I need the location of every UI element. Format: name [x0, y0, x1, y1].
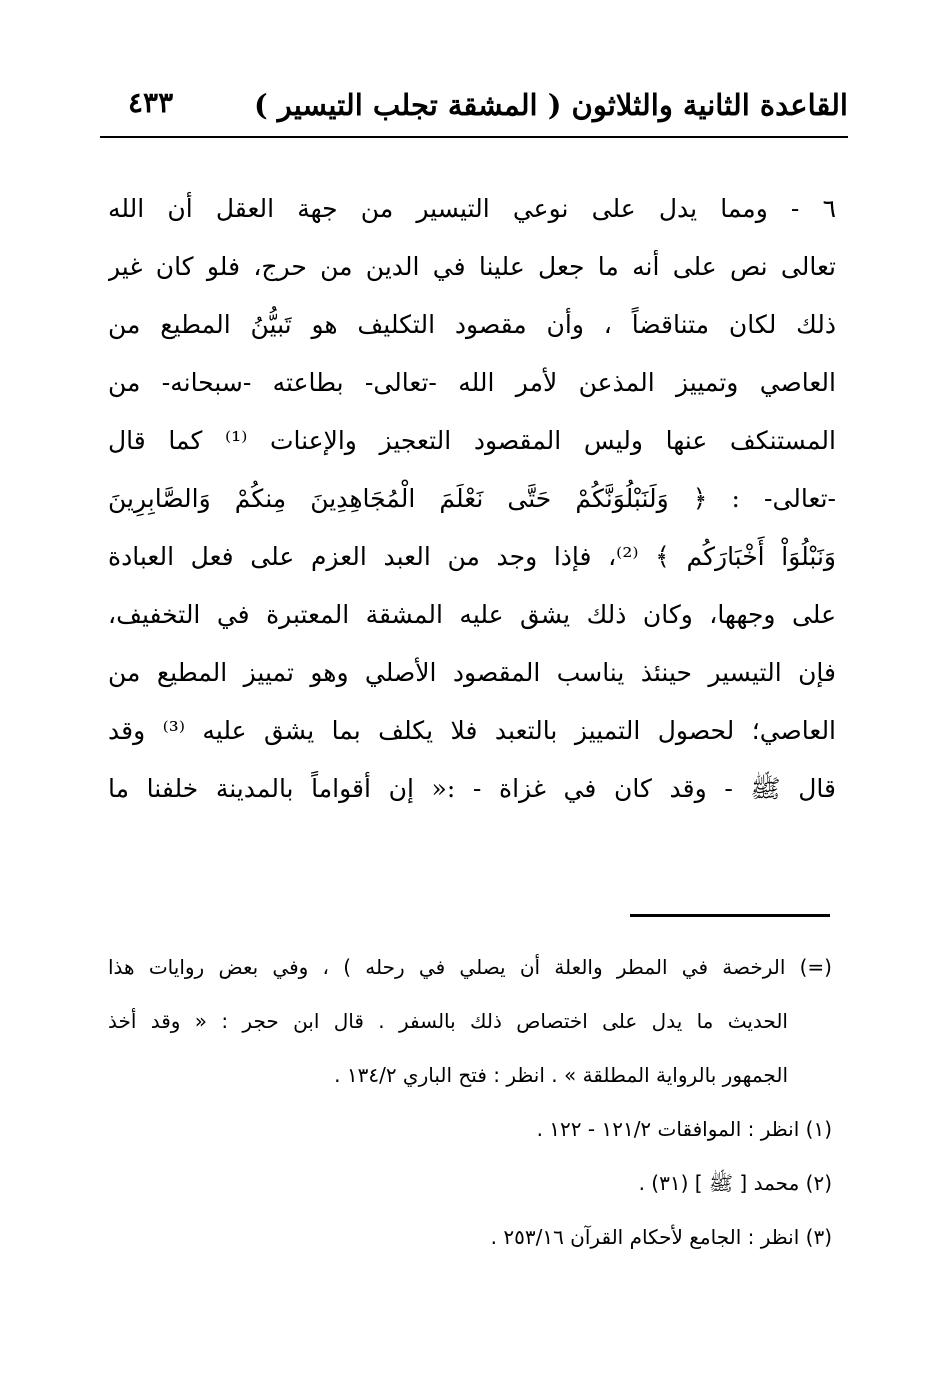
page-number: ٤٣٣	[128, 86, 174, 119]
footnote-divider	[630, 914, 830, 917]
quran-verse-line: -تعالى- : ﴿ وَلَنَبْلُوَنَّكُمْ حَتَّى نَعْلَمَ الْمُجَاهِدِينَ مِنكُمْ وَالصَّابِرِينَ	[108, 484, 836, 513]
body-line: على وجهها، وكان ذلك يشق عليه المشقة المعتبرة في التخفيف،	[108, 600, 836, 629]
body-line: قال ﷺ - وقد كان في غزاة - :« إن أقواماً بالمدينة خلفنا ما	[108, 774, 836, 803]
body-line: المستنكف عنها وليس المقصود التعجيز والإعنات ⁽¹⁾ كما قال	[108, 426, 836, 455]
body-line: فإن التيسير حينئذ يناسب المقصود الأصلي وهو تمييز المطيع من	[108, 658, 836, 687]
quran-verse-line: وَنَبْلُوَاْ أَخْبَارَكُم ﴾ ⁽²⁾، فإذا وجد من العبد العزم على فعل العبادة	[108, 542, 836, 571]
main-text	[108, 180, 836, 818]
running-header	[100, 82, 848, 126]
body-line: تعالى نص على أنه ما جعل علينا في الدين من حرج، فلو كان غير	[108, 252, 836, 281]
chapter-title: القاعدة الثانية والثلاثون ( المشقة تجلب التيسير )	[253, 88, 848, 122]
body-line: ذلك لكان متناقضاً ، وأن مقصود التكليف هو تَبيُّنُ المطيع من	[108, 310, 836, 339]
footnote-continuation-line: الحديث ما يدل على اختصاص ذلك بالسفر . قال ابن حجر : « وقد أخذ	[108, 1009, 788, 1033]
body-line: ٦ - ومما يدل على نوعي التيسير من جهة العقل أن الله	[108, 194, 836, 223]
body-line: العاصي وتمييز المذعن لأمر الله -تعالى- بطاعته -سبحانه- من	[108, 368, 836, 397]
header-divider	[100, 136, 848, 138]
body-line: العاصي؛ لحصول التمييز بالتعبد فلا يكلف بما يشق عليه ⁽³⁾ وقد	[108, 716, 836, 745]
footnotes	[108, 940, 832, 1264]
footnote-2: (٢) محمد [ ﷺ ] (٣١) .	[638, 1171, 832, 1195]
footnote-continuation-line: الجمهور بالرواية المطلقة » . انظر : فتح الباري ١٣٤/٢ .	[334, 1063, 788, 1087]
footnote-continuation-line: (=) الرخصة في المطر والعلة أن يصلي في رحله ) ، وفي بعض روايات هذا	[108, 955, 832, 979]
footnote-3: (٣) انظر : الجامع لأحكام القرآن ٢٥٣/١٦ .	[490, 1225, 832, 1249]
footnote-1: (١) انظر : الموافقات ١٢١/٢ - ١٢٢ .	[536, 1117, 832, 1141]
